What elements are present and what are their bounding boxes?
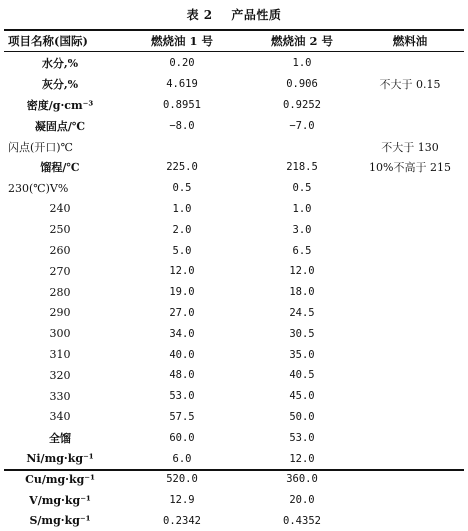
table-caption (0, 6, 468, 23)
cell-oil-2: 53.0 (289, 431, 315, 444)
cell-oil-1: 0.5 (172, 182, 192, 195)
table-row (4, 282, 464, 303)
table-row (4, 240, 464, 261)
cell-fuel-oil (356, 511, 464, 531)
cell-oil-2: 0.906 (286, 78, 318, 91)
cell-oil-1: 60.0 (169, 431, 195, 444)
cell-fuel-oil (356, 490, 464, 511)
cell-oil-2: 24.5 (289, 306, 315, 319)
row-label: 320 (49, 368, 71, 382)
table-row (4, 95, 464, 116)
table-row (4, 344, 464, 365)
cell-oil-1: 520.0 (166, 473, 198, 486)
cell-oil-1: 12.0 (169, 265, 195, 278)
row-label: 300 (49, 327, 71, 341)
cell-fuel-oil (356, 240, 464, 261)
cell-oil-1: 27.0 (169, 306, 195, 319)
cell-oil-2: 0.4352 (283, 514, 321, 527)
cell-fuel-oil: 不大于 130 (381, 140, 439, 154)
cell-oil-1: 2.0 (172, 223, 192, 236)
column-header-fuel-oil: 燃料油 (392, 33, 428, 48)
cell-oil-2: 35.0 (289, 348, 315, 361)
row-label: 全馏 (49, 431, 71, 445)
cell-oil-2: 3.0 (292, 223, 312, 236)
table-row (4, 157, 464, 178)
row-label: 260 (49, 244, 71, 258)
table-row (4, 386, 464, 407)
table-row (4, 115, 464, 136)
cell-fuel-oil (356, 323, 464, 344)
cell-oil-1: 6.0 (172, 452, 192, 465)
table-row (4, 427, 464, 448)
cell-oil-2: 0.9252 (283, 98, 321, 111)
column-header-oil-2: 燃烧油 2 号 (270, 33, 333, 48)
table-row (4, 74, 464, 95)
cell-fuel-oil (356, 386, 464, 407)
cell-oil-2: 18.0 (289, 286, 315, 299)
cell-oil-1: 225.0 (166, 161, 198, 174)
table-row (4, 469, 464, 490)
cell-oil-1: 53.0 (169, 390, 195, 403)
column-header-oil-1: 燃烧油 1 号 (150, 33, 213, 48)
cell-oil-2: 12.0 (289, 452, 315, 465)
cell-fuel-oil (356, 115, 464, 136)
row-label: 330 (49, 389, 71, 403)
table-row (4, 303, 464, 324)
row-label: 250 (49, 223, 71, 237)
cell-oil-1: 34.0 (169, 327, 195, 340)
cell-fuel-oil: 不大于 0.15 (379, 78, 441, 92)
cell-oil-1: 0.2342 (163, 514, 201, 527)
cell-oil-1: 57.5 (169, 410, 195, 423)
cell-oil-1: 48.0 (169, 369, 195, 382)
cell-oil-1: 40.0 (169, 348, 195, 361)
table-row (4, 178, 464, 199)
cell-oil-2: 12.0 (289, 265, 315, 278)
cell-oil-1: −8.0 (169, 119, 195, 132)
cell-oil-2: 1.0 (292, 202, 312, 215)
cell-fuel-oil (356, 282, 464, 303)
row-label: 290 (49, 306, 71, 320)
table-title: 产品性质 (231, 8, 282, 22)
table-row (4, 448, 464, 469)
table-row (4, 365, 464, 386)
row-label: Ni/mg·kg⁻¹ (26, 452, 94, 466)
row-label: 闪点(开口)℃ (8, 140, 73, 154)
row-label: 230(℃)V% (8, 181, 69, 195)
cell-oil-2: 50.0 (289, 410, 315, 423)
row-label: 水分,% (41, 57, 79, 71)
cell-oil-2: 20.0 (289, 494, 315, 507)
cell-fuel-oil (356, 199, 464, 220)
table-row (4, 199, 464, 220)
cell-fuel-oil (356, 365, 464, 386)
cell-fuel-oil (356, 469, 464, 490)
cell-fuel-oil (356, 95, 464, 116)
table-row (4, 323, 464, 344)
table-row (4, 219, 464, 240)
cell-fuel-oil (356, 407, 464, 428)
product-properties-table (4, 30, 464, 531)
cell-oil-2: −7.0 (289, 119, 315, 132)
cell-oil-2: 0.5 (292, 182, 312, 195)
row-label: 240 (49, 202, 71, 216)
cell-fuel-oil (356, 303, 464, 324)
cell-fuel-oil (356, 178, 464, 199)
cell-oil-2: 30.5 (289, 327, 315, 340)
cell-fuel-oil: 10%不高于 215 (369, 161, 451, 175)
row-label: 密度/g·cm⁻³ (26, 98, 94, 112)
cell-fuel-oil (356, 344, 464, 365)
cell-oil-1: 0.20 (169, 57, 195, 70)
cell-oil-1: 12.9 (169, 494, 195, 507)
cell-fuel-oil (356, 261, 464, 282)
row-label: 凝固点/℃ (34, 119, 86, 133)
table-row (4, 261, 464, 282)
cell-oil-1: 0.8951 (163, 98, 201, 111)
table-row (4, 511, 464, 531)
row-label: V/mg·kg⁻¹ (29, 493, 91, 507)
cell-fuel-oil (356, 448, 464, 469)
table-row (4, 490, 464, 511)
header-row (4, 30, 464, 51)
cell-oil-2: 1.0 (292, 57, 312, 70)
table-row (4, 136, 464, 157)
cell-oil-2: 40.5 (289, 369, 315, 382)
row-label: 馏程/℃ (40, 161, 80, 175)
table-body (4, 51, 464, 531)
row-label: Cu/mg·kg⁻¹ (25, 472, 95, 486)
row-label: 340 (49, 410, 71, 424)
row-label: 270 (49, 264, 71, 278)
cell-oil-2: 45.0 (289, 390, 315, 403)
cell-fuel-oil (356, 219, 464, 240)
row-label: 280 (49, 285, 71, 299)
cell-oil-1: 19.0 (169, 286, 195, 299)
row-label: 310 (49, 348, 71, 362)
cell-oil-2: 218.5 (286, 161, 318, 174)
column-header-item: 项目名称(国际) (8, 33, 88, 48)
table-number: 表 2 (186, 8, 213, 22)
cell-oil-1: 1.0 (172, 202, 192, 215)
row-label: 灰分,% (41, 78, 79, 92)
cell-oil-1: 4.619 (166, 78, 198, 91)
cell-oil-2: 6.5 (292, 244, 312, 257)
cell-oil-2 (248, 136, 356, 157)
cell-fuel-oil (356, 51, 464, 74)
cell-oil-2: 360.0 (286, 473, 318, 486)
table-row (4, 407, 464, 428)
table-row (4, 51, 464, 74)
cell-oil-1 (116, 136, 248, 157)
row-label: S/mg·kg⁻¹ (29, 514, 91, 528)
cell-oil-1: 5.0 (172, 244, 192, 257)
cell-fuel-oil (356, 427, 464, 448)
